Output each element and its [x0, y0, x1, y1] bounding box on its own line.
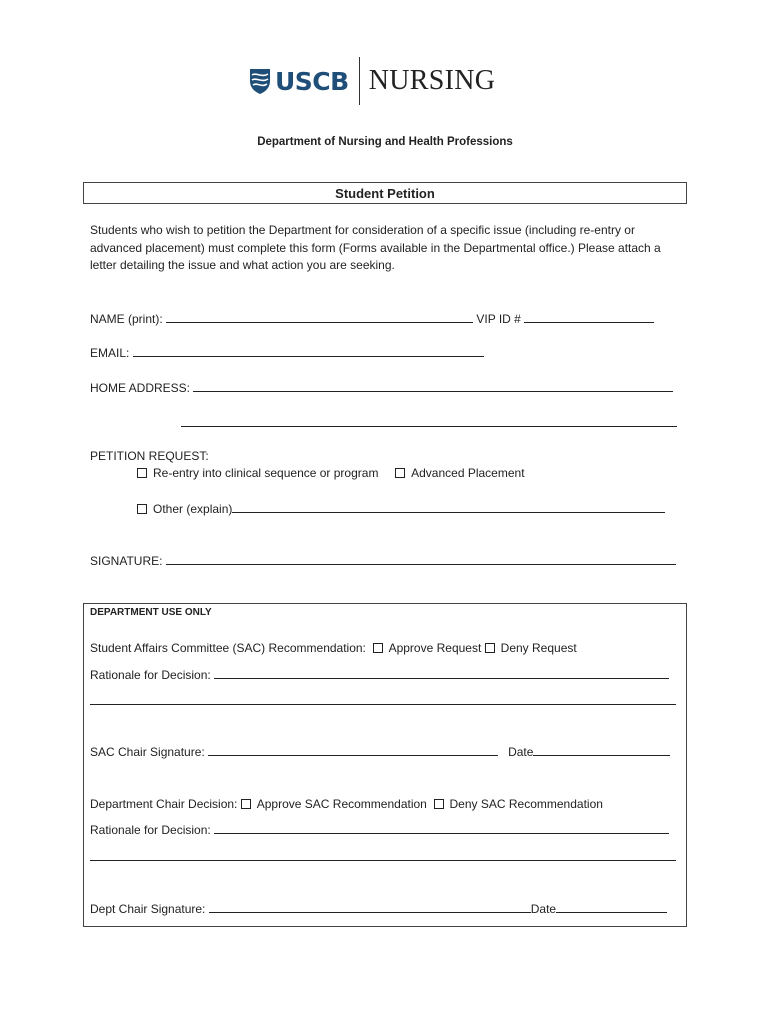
signature-label: SIGNATURE:: [90, 554, 163, 568]
logo-divider: [359, 57, 360, 105]
reentry-label: Re-entry into clinical sequence or program: [153, 466, 379, 480]
uscb-nursing-logo: [248, 56, 495, 106]
other-option-row: [137, 501, 665, 516]
chair-rationale-row-2: [90, 849, 676, 864]
sac-rationale-field-1[interactable]: [214, 667, 669, 679]
sac-chair-signature-row: [90, 744, 670, 759]
address-field-line-2[interactable]: [181, 415, 677, 427]
advanced-placement-checkbox[interactable]: [395, 468, 405, 478]
sac-recommendation-row: [90, 641, 577, 655]
chair-rationale-field-1[interactable]: [214, 822, 669, 834]
deny-request-checkbox[interactable]: [485, 643, 495, 653]
department-use-title: DEPARTMENT USE ONLY: [90, 607, 212, 618]
dept-chair-date-field[interactable]: [556, 901, 667, 913]
department-heading: Department of Nursing and Health Professions: [257, 136, 513, 148]
approve-sac-label: Approve SAC Recommendation: [256, 797, 427, 811]
deny-sac-checkbox[interactable]: [434, 799, 444, 809]
sac-chair-signature-label: SAC Chair Signature:: [90, 745, 205, 759]
sac-label: Student Affairs Committee (SAC) Recommendation:: [90, 641, 366, 655]
name-row: [90, 311, 654, 326]
petition-label: PETITION REQUEST:: [90, 449, 209, 463]
name-label: NAME (print):: [90, 312, 163, 326]
chair-rationale-row: [90, 822, 669, 837]
dept-chair-date-label: Date: [530, 902, 557, 916]
signature-field[interactable]: [166, 553, 676, 565]
chair-decision-label: Department Chair Decision:: [90, 797, 238, 811]
address-field-line-1[interactable]: [193, 380, 673, 392]
signature-row: [90, 553, 676, 568]
chair-rationale-label: Rationale for Decision:: [90, 823, 211, 837]
sac-rationale-label: Rationale for Decision:: [90, 668, 211, 682]
address-row-2: [181, 415, 677, 430]
sac-rationale-field-2[interactable]: [90, 693, 676, 705]
chair-rationale-field-2[interactable]: [90, 849, 676, 861]
intro-paragraph: Students who wish to petition the Department for consideration of a specific issue (including re-entry or advanced placement) must complete this form (Forms available in the Departmental office.) Please attach a letter detailing the issue and what action you are seeking.: [90, 223, 661, 272]
chair-decision-row: [90, 797, 603, 811]
sac-chair-signature-field[interactable]: [208, 744, 498, 756]
logo-uscb-text: USCB: [275, 66, 349, 96]
petition-options-row: [137, 466, 525, 480]
sac-rationale-row-2: [90, 693, 676, 708]
other-explain-field[interactable]: [232, 501, 665, 513]
other-label: Other (explain): [153, 502, 233, 516]
approve-request-label: Approve Request: [388, 641, 482, 655]
dept-chair-signature-field[interactable]: [209, 901, 531, 913]
sac-rationale-row: [90, 667, 669, 682]
address-label: HOME ADDRESS:: [90, 381, 191, 395]
other-checkbox[interactable]: [137, 504, 147, 514]
dept-chair-signature-label: Dept Chair Signature:: [90, 902, 206, 916]
vip-label: VIP ID #: [476, 312, 521, 326]
sac-date-label: Date: [508, 745, 534, 759]
logo-nursing-text: NURSING: [368, 65, 496, 96]
vip-field[interactable]: [524, 311, 654, 323]
deny-request-label: Deny Request: [500, 641, 577, 655]
dept-chair-signature-row: [90, 901, 667, 916]
approve-sac-checkbox[interactable]: [241, 799, 251, 809]
address-row: [90, 380, 673, 395]
approve-request-checkbox[interactable]: [373, 643, 383, 653]
reentry-checkbox[interactable]: [137, 468, 147, 478]
email-field[interactable]: [133, 345, 484, 357]
form-title: Student Petition: [83, 182, 687, 204]
deny-sac-label: Deny SAC Recommendation: [449, 797, 603, 811]
advanced-placement-label: Advanced Placement: [411, 466, 525, 480]
sac-date-field[interactable]: [533, 744, 670, 756]
uscb-shield-logo-icon: [248, 67, 272, 95]
email-label: EMAIL:: [90, 346, 130, 360]
name-field[interactable]: [166, 311, 473, 323]
email-row: [90, 345, 484, 360]
